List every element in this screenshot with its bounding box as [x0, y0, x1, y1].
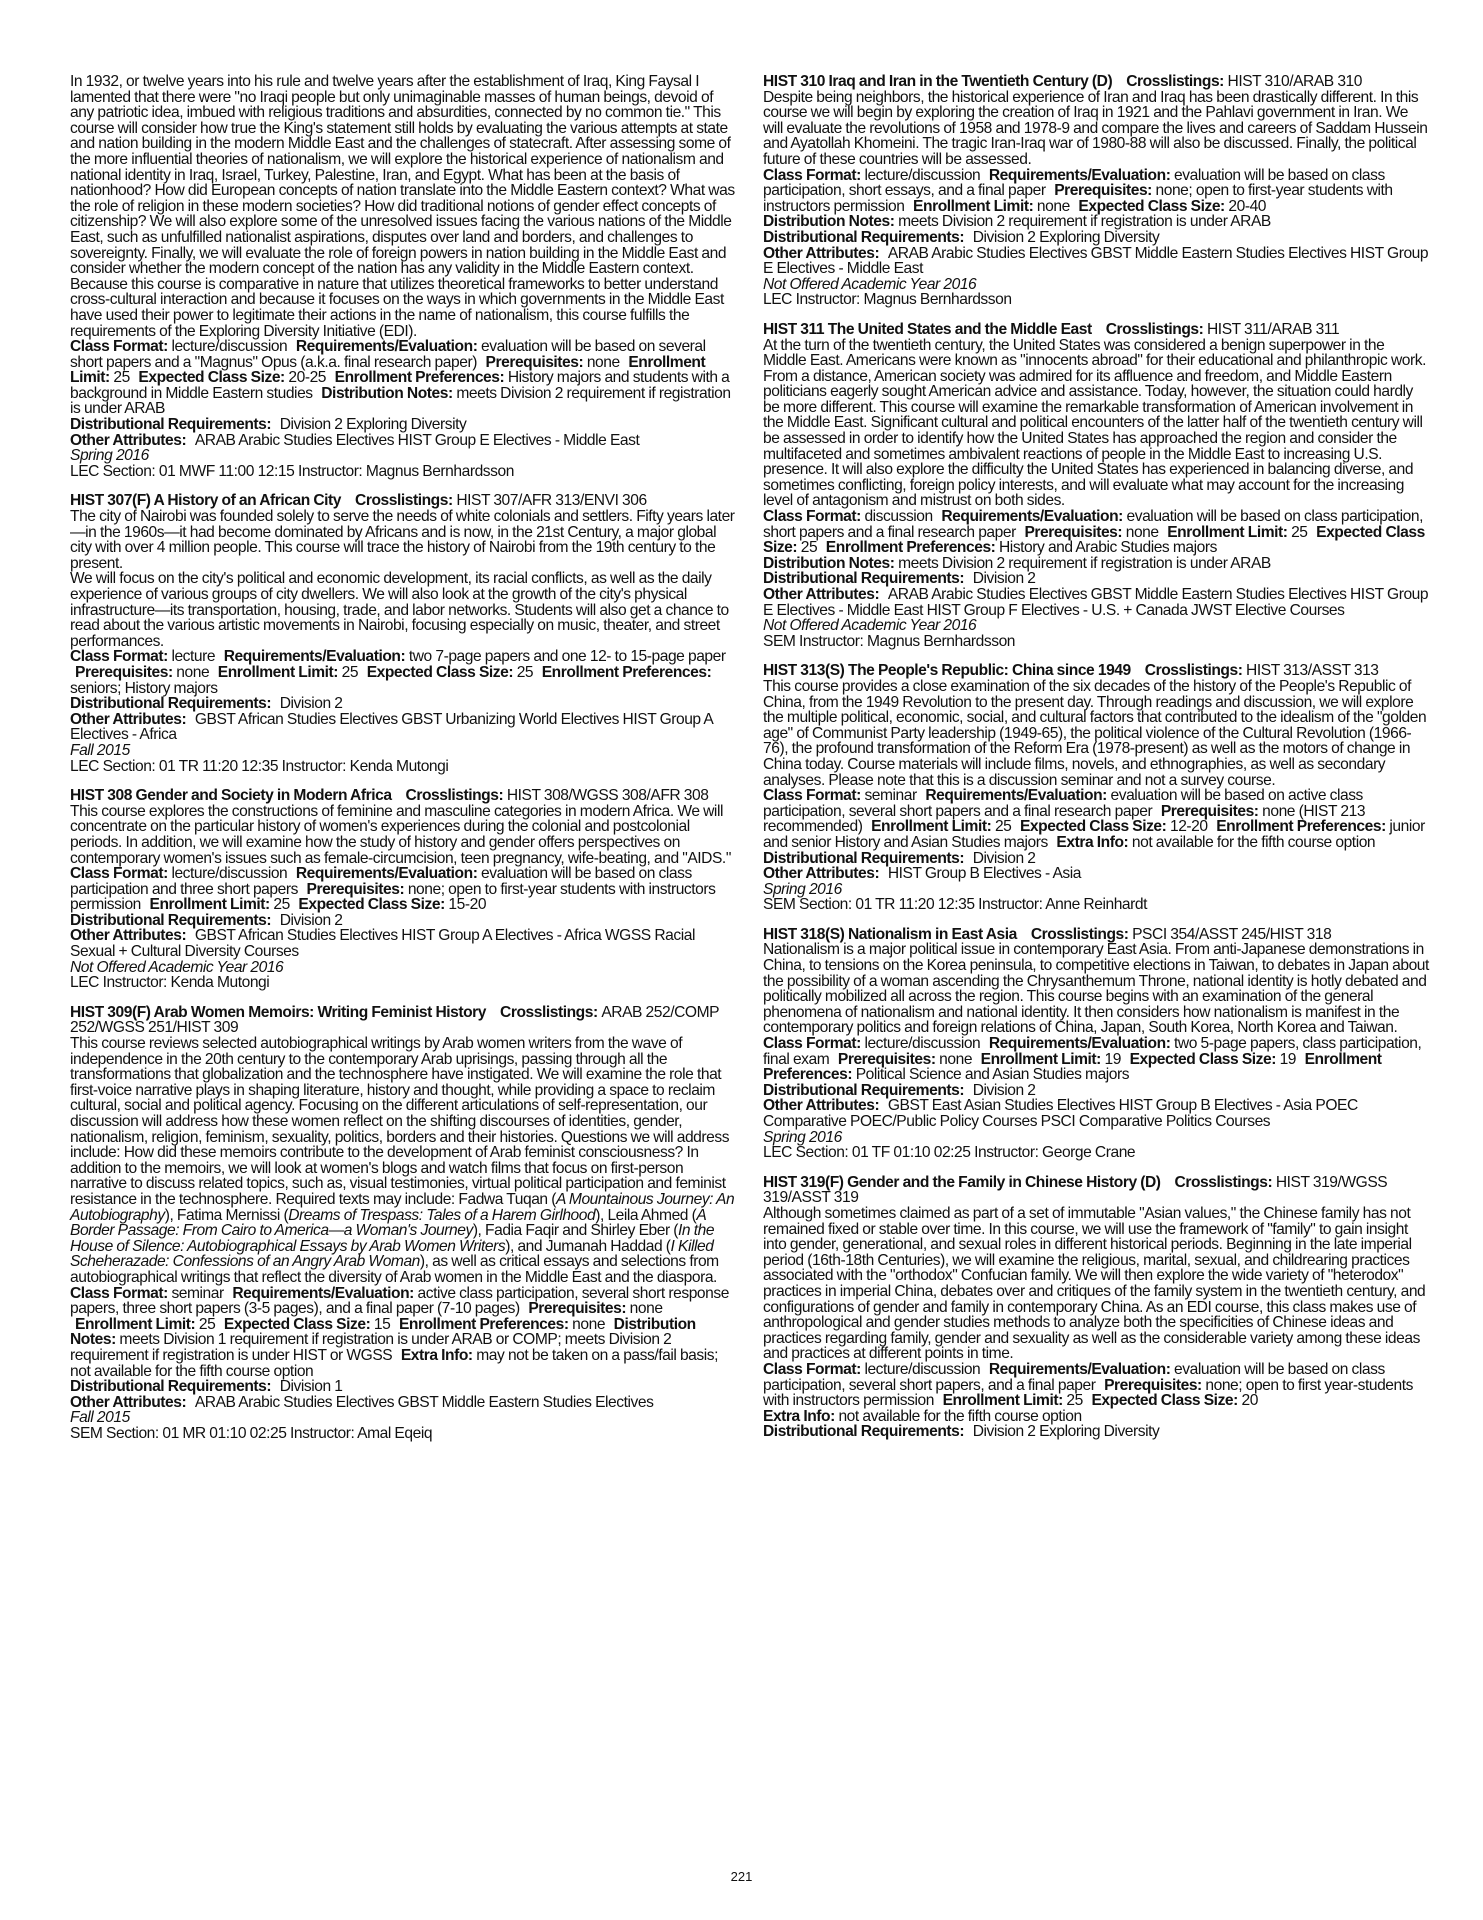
course-details	[763, 1036, 1431, 1083]
other-attributes	[763, 246, 1431, 277]
crosslistings-value: HIST 308/WGSS 308/AFR 308	[506, 787, 709, 805]
other-attributes-label: Other Attributes:	[70, 1393, 187, 1411]
book-title: Dreams of Trespass: Tales of a Harem Girlhood	[288, 1206, 596, 1224]
enrollment-limit-value: 25	[341, 663, 359, 681]
offering-term: Spring 2016	[763, 1128, 842, 1146]
enrollment-limit-label: Enrollment Limit:	[75, 1315, 196, 1333]
prerequisites-label: Prerequisites:	[528, 1300, 627, 1318]
course-heading	[70, 493, 738, 509]
distributional-reqs	[763, 1424, 1431, 1440]
class-format-value: lecture/discussion	[864, 1360, 981, 1378]
enrollment-limit-value: 25	[1066, 1392, 1083, 1410]
crosslistings-label: Crosslistings:	[1030, 925, 1129, 943]
offering-term: Fall 2015	[70, 741, 130, 759]
expected-size-label: Expected Class Size:	[366, 663, 514, 681]
desc-part: ), as well as critical essays and selections from autobiographical writings that reflect the diversity of Arab women in the Middle East and the diaspora.	[70, 1253, 719, 1286]
distributional-reqs	[763, 571, 1431, 587]
course-description: This course provides a close examination of the six decades of the history of the People's Republic of China, from the 1949 Revolution to the present day. Through readings and discussion, we will explore the multiple political, economic, social, and cultural factors that contributed to the idealism of the "golden age" of Communist Party leadership (1949-65), the political violence of the Cultural Revolution (1966-76), the profound transformation of the Reform Era (1978-present) as well as the motors of change in China today. Course materials will include films, novels, and ethnographies, as well as secondary analyses. Please note that this is a discussion seminar and not a survey course.	[763, 677, 1427, 789]
other-attributes-value: ARAB Arabic Studies Electives GBST Middle Eastern Studies Electives	[194, 1393, 654, 1411]
desc-part: This course reviews selected autobiographical writings by Arab women writers from the wave of independence in the 20th century to the contemporary Arab uprisings, passing through all the transformations that globalization and the technosphere have instigated. We will examine the role that first-voice narrative plays in shaping literature, history and thought, while providing a space to reclaim cultural, social and political agency. Focusing on the different articulations of self-representation, our discussion will address how these women reflect on the shifting discourses of identities, gender, nationalism, religion, feminism, sexuality, politics, borders and their histories. Questions we will address include: How did these memoirs contribute to the development of Arab feminist consciousness? In addition to the memoirs, we will look at women's blogs and watch films that focus on first-person narrative to discuss related topics, such as, visual testimonies, virtual political participation and feminist resistance in the technosphere. Required texts may include: Fadwa Tuqan (	[70, 1035, 730, 1208]
prerequisites-label: Prerequisites:	[306, 880, 405, 898]
crosslistings-value: PSCI 354/ASST 245/HIST 318	[1132, 925, 1332, 943]
distributional-reqs-value: Division 2 Exploring Diversity	[279, 416, 467, 434]
distributional-reqs-label: Distributional Requirements:	[763, 1081, 965, 1099]
enrollment-prefs-value: seniors; History majors	[70, 679, 218, 697]
requirements-value: evaluation will be based on class participation, several short papers, and a final paper	[763, 1360, 1385, 1394]
enrollment-limit-label: Enrollment Limit:	[913, 197, 1034, 215]
desc-part: ), Fadia Faqir and Shirley Eber (	[472, 1222, 679, 1240]
crosslistings-label: Crosslistings:	[500, 1003, 598, 1021]
distribution-notes-label: Distribution Notes:	[763, 554, 895, 572]
expected-size-value: 15	[373, 1315, 391, 1333]
distribution-notes	[763, 556, 1431, 572]
extra-info-value: not available for the fifth course option	[1131, 833, 1376, 851]
enrollment-prefs-label: Enrollment Preferences:	[334, 369, 505, 387]
distribution-notes-value: meets Division 2 requirement if registration is under ARAB	[898, 554, 1271, 572]
other-attributes-label: Other Attributes:	[70, 431, 187, 449]
course-hist-306-continued	[70, 74, 738, 479]
offering-term: Not Offered Academic Year 2016	[763, 275, 977, 293]
requirements-label: Requirements/Evaluation:	[223, 648, 406, 666]
desc-part: ), Fatima Mernissi (	[164, 1206, 289, 1224]
distribution-notes-value: meets Division 1 requirement if registration is under ARAB or COMP; meets Division 2 requirement if registration is under HIST or WGSS	[70, 1331, 672, 1364]
class-format-label: Class Format:	[70, 338, 168, 356]
offering-section: LEC Section: 01 TR 11:20 12:35 Instructor: Kenda Mutongi	[70, 757, 449, 775]
requirements-label: Requirements/Evaluation:	[232, 1284, 414, 1302]
prerequisites-value: none	[629, 1300, 663, 1318]
course-title: HIST 308 Gender and Society in Modern Africa	[70, 787, 392, 805]
class-format-label: Class Format:	[70, 865, 168, 883]
distributional-reqs-label: Distributional Requirements:	[70, 695, 272, 713]
course-hist-309	[70, 1005, 738, 1442]
requirements-label: Requirements/Evaluation:	[988, 166, 1171, 184]
distribution-notes	[763, 214, 1431, 230]
offering-section: SEM Section: 01 MR 01:10 02:25 Instructor: Amal Eqeiq	[70, 1424, 433, 1442]
distribution-notes-value: meets Division 2 requirement if registration is under ARAB	[898, 213, 1271, 231]
distributional-reqs	[763, 1083, 1431, 1099]
prerequisites-label: Prerequisites:	[75, 663, 173, 681]
book-title: I Killed Scheherazade: Confessions of an Angry Arab Woman	[70, 1237, 714, 1271]
book-title: In the House of Silence: Autobiographical Essays by Arab Women Writers	[70, 1222, 715, 1255]
distributional-reqs-label: Distributional Requirements:	[763, 570, 965, 588]
requirements-value: evaluation will be based on class participation, short papers and a final research paper	[763, 508, 1423, 541]
class-format-value: seminar	[171, 1284, 224, 1302]
course-hist-307	[70, 493, 738, 774]
requirements-value: evaluation will be based on class participation, short essays, and a final paper	[763, 166, 1385, 200]
enrollment-prefs-label: Enrollment Preferences:	[398, 1315, 569, 1333]
prerequisites-value: none (HIST 213 recommended)	[763, 802, 1366, 836]
distribution-notes-label: Distribution Notes:	[70, 1315, 696, 1349]
class-format-value: discussion	[864, 508, 933, 526]
expected-size-label: Expected Class Size:	[1078, 197, 1225, 215]
other-attributes-value: ARAB Arabic Studies Electives HIST Group E Electives - Middle East	[194, 431, 640, 449]
course-description: At the turn of the twentieth century, the United States was considered a benign superpower in the Middle East. Americans were known as "innocents abroad" for their educational and philanthropic work. From a distance, American society was admired for its affluence and freedom, and Middle Eastern politicians eagerly sought American advice and assistance. Today, however, the situation could hardly be more different. This course will examine the remarkable transformation of American involvement in the Middle East. Significant cultural and political encounters of the latter half of the twentieth century will be assessed in order to identify how the United States has approached the region and consider the multifaceted and sometimes ambivalent reactions of people in the Middle East to increasing U.S. presence. It will also explore the difficulty the United States has experienced in balancing diverse, and sometimes conflicting, foreign policy interests, and will evaluate what may account for the increasing level of antagonism and mistrust on both sides.	[763, 336, 1426, 510]
enrollment-limit-value: 25	[1291, 523, 1308, 541]
other-attributes	[70, 433, 738, 449]
prerequisites-value: none	[586, 353, 620, 371]
offering	[763, 277, 1431, 308]
distributional-reqs-label: Distributional Requirements:	[70, 911, 272, 929]
expected-size-label: Expected Class Size:	[298, 896, 445, 914]
offering-section: LEC Section: 01 TF 01:10 02:25 Instructor: George Crane	[763, 1144, 1136, 1162]
distributional-reqs-value: Division 2 Exploring Diversity	[972, 1423, 1160, 1441]
right-column	[763, 74, 1431, 1454]
offering-term: Spring 2016	[70, 447, 149, 465]
course-details	[763, 168, 1431, 215]
distributional-reqs-label: Distributional Requirements:	[763, 849, 965, 867]
enrollment-limit-label: Enrollment Limit:	[70, 353, 706, 387]
course-description: In 1932, or twelve years into his rule and twelve years after the establishment of Iraq, King Faysal I lamented that there were "no Iraqi people but only unimaginable masses of human beings, devoid of any patriotic idea, imbued with religious traditions and absurdities, connected by no common tie." This course will consider how true the King's statement still holds by evaluating the various attempts at state and nation building in the modern Middle East and the challenges of statecraft. After assessing some of the more influential theories of nationalism, we will explore the historical experience of nationalism and national identity in Iraq, Israel, Turkey, Palestine, Iran, and Egypt. What has been at the basis of nationhood? How did European concepts of nation translate into the Middle Eastern context? What was the role of religion in these modern societies? How did traditional notions of gender effect concepts of citizenship? We will also explore some of the unresolved issues facing the various nations of the Middle East, such as unfulfilled nationalist aspirations, disputes over land and borders, and challenges to sovereignty. Finally, we will evaluate the role of foreign powers in nation building in the Middle East and consider whether the modern concept of the nation has any validity in the Middle Eastern context. Because this course is comparative in nature that utilizes theoretical frameworks to better understand cross-cultural interaction and because it focuses on the ways in which governments in the Middle East have used their power to legitimate their actions in the name of nationalism, this course fulfills the requirements of the Exploring Diversity Initiative (EDI).	[70, 73, 735, 340]
course-hist-318	[763, 927, 1431, 1161]
enrollment-limit-label: Enrollment Limit:	[942, 1392, 1063, 1410]
desc-part: ), and Jumanah Haddad (	[505, 1237, 671, 1255]
other-attributes-value: ARAB Arabic Studies Electives GBST Middle Eastern Studies Electives HIST Group E Electives - Middle East	[763, 244, 1429, 278]
requirements-value: evaluation will be based on several short papers and a "Magnus" Opus (a.k.a. final research paper)	[70, 338, 706, 371]
requirements-value: evaluation will be based on class participation and three short papers	[70, 865, 692, 898]
offering-section: LEC Section: 01 MWF 11:00 12:15 Instructor: Magnus Bernhardsson	[70, 462, 514, 480]
crosslistings-value: HIST 310/ARAB 310	[1227, 73, 1363, 90]
course-details	[763, 788, 1431, 850]
other-attributes-label: Other Attributes:	[763, 865, 880, 883]
course-heading	[763, 322, 1431, 338]
other-attributes-label: Other Attributes:	[70, 710, 187, 728]
offering	[70, 448, 738, 479]
course-details	[763, 509, 1431, 556]
class-format-label: Class Format:	[763, 1035, 861, 1053]
prerequisites-label: Prerequisites:	[1024, 523, 1123, 541]
requirements-label: Requirements/Evaluation:	[295, 338, 478, 356]
prerequisites-label: Prerequisites:	[837, 1050, 936, 1068]
enrollment-prefs-value: History and Arabic Studies majors	[999, 539, 1217, 557]
course-description: This course explores the constructions of feminine and masculine categories in modern Africa. We will concentrate on the particular history of women's experiences during the colonial and postcolonial periods. In addition, we will examine how the study of history and gender offers perspectives on contemporary women's issues such as female-circumcision, teen pregnancy, wife-beating, and "AIDS."	[70, 802, 731, 867]
course-details	[70, 866, 738, 913]
course-description: The city of Nairobi was founded solely to serve the needs of white colonials and settlers. Fifty years later—in the 1960s—it had become dominated by Africans and is now, in the 21st Century, a major global city with over 4 million people. This course will trace the history of Nairobi from the 19th century to the present.	[70, 508, 735, 572]
distributional-reqs-value: Division 2	[972, 570, 1036, 588]
expected-size-value: 19	[1279, 1050, 1297, 1068]
enrollment-limit-value: 25	[113, 369, 130, 387]
other-attributes	[70, 928, 738, 959]
class-format-value: lecture/discussion	[171, 865, 288, 883]
course-details	[70, 339, 738, 417]
offering	[70, 1410, 738, 1441]
other-attributes-value: GBST African Studies Electives GBST Urbanizing World Electives HIST Group A Electives - Africa	[70, 710, 713, 744]
requirements-label: Requirements/Evaluation:	[295, 865, 478, 883]
prerequisites-value: none	[1125, 523, 1159, 541]
enrollment-limit-label: Enrollment Limit:	[217, 663, 339, 681]
enrollment-limit-value: 25	[198, 1315, 216, 1333]
prerequisites-label: Prerequisites:	[1104, 1376, 1202, 1394]
distributional-reqs-value: Division 2 Exploring Diversity	[972, 228, 1160, 246]
class-format-label: Class Format:	[763, 508, 861, 526]
extra-info-label: Extra Info:	[763, 1407, 835, 1425]
prerequisites-label: Prerequisites:	[1160, 802, 1259, 820]
other-attributes-value: HIST Group B Electives - Asia	[887, 865, 1081, 883]
crosslistings-label: Crosslistings:	[1105, 320, 1204, 338]
course-heading	[763, 1175, 1431, 1206]
expected-size-value: 20-40	[1228, 197, 1267, 215]
crosslistings-value: HIST 319/WGSS 319/ASST 319	[763, 1173, 1388, 1207]
course-details	[70, 649, 738, 696]
offering-section: LEC Instructor: Magnus Bernhardsson	[763, 291, 1012, 309]
extra-info-label: Extra Info:	[1056, 833, 1129, 851]
distributional-reqs-value: Division 2	[279, 695, 343, 713]
course-description: Despite being neighbors, the historical experience of Iran and Iraq has been drastically different. In this course we will begin by exploring the creation of Iraq in 1921 and the Pahlavi government in Iran. We will evaluate the revolutions of 1958 and 1978-9 and compare the lives and careers of Saddam Hussein and Ayatollah Khomeini. The tragic Iran-Iraq war of 1980-88 will also be discussed. Finally, the political future of these countries will be assessed.	[763, 88, 1428, 168]
class-format-value: lecture/discussion	[864, 166, 981, 184]
offering-term: Fall 2015	[70, 1409, 130, 1427]
other-attributes-value: GBST East Asian Studies Electives HIST Group B Electives - Asia POEC Comparative POEC/Public Policy Courses PSCI Comparative Politics Courses	[763, 1097, 1358, 1130]
expected-size-value: 25	[516, 663, 534, 681]
course-hist-319	[763, 1175, 1431, 1440]
distribution-notes-value: meets Division 2 requirement if registration is under ARAB	[70, 384, 731, 418]
other-attributes	[763, 587, 1431, 618]
enrollment-limit-value: 25	[273, 896, 290, 914]
offering-section: LEC Instructor: Kenda Mutongi	[70, 974, 270, 992]
offering-term: Not Offered Academic Year 2016	[70, 958, 284, 976]
course-title: HIST 307(F) A History of an African City	[70, 492, 342, 510]
extra-info-value: may not be taken on a pass/fail basis; not available for the fifth course option	[70, 1346, 718, 1380]
other-attributes-value: ARAB Arabic Studies Electives GBST Middle Eastern Studies Electives HIST Group E Electives - Middle East HIST Group F Electives - U.S. + Canada JWST Elective Courses	[763, 586, 1429, 619]
offering	[70, 960, 738, 991]
course-title: HIST 309(F) Arab Women Memoirs: Writing Feminist History	[70, 1003, 487, 1021]
prerequisites-label: Prerequisites:	[1054, 182, 1152, 200]
distributional-reqs-label: Distributional Requirements:	[70, 416, 272, 434]
distributional-reqs-value: Division 2	[972, 1081, 1036, 1099]
other-attributes-value: GBST African Studies Electives HIST Group A Electives - Africa WGSS Racial Sexual + Cultural Diversity Courses	[70, 927, 695, 961]
distribution-notes-label: Distribution Notes:	[321, 384, 453, 402]
enrollment-prefs-label: Enrollment Preferences:	[825, 539, 996, 557]
distributional-reqs-value: Division 2	[279, 911, 343, 929]
course-title: HIST 319(F) Gender and the Family in Chinese History (D)	[763, 1173, 1161, 1191]
course-title: HIST 310 Iraq and Iran in the Twentieth Century (D)	[763, 73, 1113, 90]
book-title: A Mountainous Journey: An Autobiography	[70, 1190, 735, 1224]
course-description	[70, 1036, 738, 1286]
other-attributes-label: Other Attributes:	[763, 1097, 880, 1115]
other-attributes-label: Other Attributes:	[763, 244, 880, 262]
enrollment-limit-label: Enrollment Limit:	[980, 1050, 1101, 1068]
prerequisites-value: none; open to first-year students with instructors permission	[70, 880, 716, 914]
expected-size-value: 20-25	[288, 369, 327, 387]
crosslistings-label: Crosslistings:	[1174, 1173, 1273, 1191]
crosslistings-value: HIST 313/ASST 313	[1246, 662, 1379, 680]
course-description: Although sometimes claimed as part of a set of immutable "Asian values," the Chinese family has not remained fixed or stable over time. In this course, we will use the framework of "family" to gain insight into gender, generational, and sexual roles in different historical periods. Beginning in the late imperial period (16th-18th Centuries), we will examine the religious, marital, sexual, and childrearing practices associated with the "orthodox" Confucian family. We will then explore the wide variety of "heterodox" practices in imperial China, debates over and critiques of the family system in the twentieth century, and configurations of gender and family in contemporary China. As an EDI course, this class makes use of anthropological and gender studies methods to analyze both the specificities of Chinese ideas and practices regarding family, gender and sexuality as well as the considerable variety among these ideas and practices at different points in time.	[763, 1204, 1426, 1363]
expected-size-label: Expected Class Size:	[1129, 1050, 1276, 1068]
distribution-notes-label: Distribution Notes:	[763, 213, 895, 231]
enrollment-prefs-value: History majors and students with a background in Middle Eastern studies	[70, 369, 730, 402]
prerequisites-value: none	[939, 1050, 973, 1068]
course-hist-310	[763, 74, 1431, 308]
expected-size-label: Expected Class Size:	[763, 523, 1425, 557]
enrollment-prefs-label: Enrollment Preferences:	[1216, 818, 1386, 836]
distributional-reqs-value: Division 2	[972, 849, 1036, 867]
enrollment-limit-value: none	[1036, 197, 1070, 215]
offering	[763, 618, 1431, 649]
requirements-value: two 7-page papers and one 12- to 15-page paper	[408, 648, 726, 666]
offering-term: Spring 2016	[763, 880, 842, 898]
expected-size-value: 20	[1241, 1392, 1258, 1410]
crosslistings-label: Crosslistings:	[405, 787, 504, 805]
offering-section: SEM Section: 01 TR 11:20 12:35 Instructor: Anne Reinhardt	[763, 896, 1147, 914]
class-format-label: Class Format:	[763, 1360, 861, 1378]
course-description: Nationalism is a major political issue in contemporary East Asia. From anti-Japanese demonstrations in China, to tensions on the Korea peninsula, to competitive elections in Taiwan, to debates in Japan about the possibility of a woman ascending the Chrysanthemum Throne, national identity is hotly debated and politically mobilized all across the region. This course begins with an examination of the general phenomena of nationalism and national identity. It then considers how nationalism is manifest in the contemporary politics and foreign relations of China, Japan, South Korea, North Korea and Taiwan.	[763, 941, 1429, 1037]
enrollment-limit-value: 19	[1104, 1050, 1121, 1068]
other-attributes	[763, 1098, 1431, 1129]
course-details	[763, 1362, 1431, 1409]
class-format-label: Class Format:	[763, 166, 861, 184]
distributional-reqs	[763, 851, 1431, 867]
distributional-reqs-label: Distributional Requirements:	[763, 228, 965, 246]
offering-section: SEM Instructor: Magnus Bernhardsson	[763, 632, 1016, 650]
offering	[763, 882, 1431, 913]
course-heading	[70, 1005, 738, 1036]
requirements-value: active class participation, several short response papers, three short papers (3-5 pages), and a final paper (7-10 pages)	[70, 1284, 729, 1318]
prerequisites-value: none; open to first year-students with instructors permission	[763, 1376, 1413, 1410]
crosslistings-value: ARAB 252/COMP 252/WGSS 251/HIST 309	[70, 1003, 719, 1037]
expected-size-label: Expected Class Size:	[223, 1315, 371, 1333]
class-format-value: seminar	[864, 787, 917, 805]
distributional-reqs	[70, 417, 738, 433]
desc-part: ), Leila Ahmed (	[595, 1206, 697, 1224]
distributional-reqs-label: Distributional Requirements:	[70, 1378, 272, 1396]
extra-info	[763, 1409, 1431, 1425]
enrollment-prefs-label: Enrollment Preferences:	[763, 1050, 1382, 1084]
left-column	[70, 74, 738, 1455]
requirements-label: Requirements/Evaluation:	[988, 1035, 1171, 1053]
enrollment-prefs-value: Political Science and Asian Studies majors	[855, 1066, 1130, 1084]
crosslistings-value: HIST 307/AFR 313/ENVI 306	[456, 492, 647, 510]
course-title: HIST 318(S) Nationalism in East Asia	[763, 925, 1017, 943]
enrollment-limit-label: Enrollment Limit:	[1167, 523, 1288, 541]
book-title: A Border Passage: From Cairo to America—a Woman's Journey	[70, 1206, 706, 1240]
requirements-label: Requirements/Evaluation:	[988, 1360, 1171, 1378]
expected-size-value: 12-20	[1169, 818, 1208, 836]
extra-info-value: not available for the fifth course option	[838, 1407, 1082, 1425]
expected-size-value: 25	[800, 539, 818, 557]
requirements-label: Requirements/Evaluation:	[941, 508, 1123, 526]
course-hist-313	[763, 663, 1431, 913]
distributional-reqs	[70, 696, 738, 712]
enrollment-prefs-value: junior and senior History and Asian Studies majors	[763, 818, 1425, 851]
distributional-reqs-label: Distributional Requirements:	[763, 1423, 965, 1441]
course-heading	[763, 663, 1431, 679]
prerequisites-value: none; open to first-year students with instructors permission	[763, 182, 1393, 215]
distributional-reqs-value: Division 1	[279, 1378, 343, 1396]
page-number: 221	[730, 1869, 753, 1884]
course-description-2: We will focus on the city's political and economic development, its racial conflicts, as well as the daily experience of various groups of city dwellers. We will also look at the growth of the city's physical infrastructure—its transportation, housing, trade, and labor networks. Students will also get a chance to read about the various artistic movements in Nairobi, focusing especially on music, theater, and street performances.	[70, 570, 729, 650]
expected-size-label: Expected Class Size:	[138, 369, 285, 387]
course-heading	[70, 788, 738, 804]
course-hist-308	[70, 788, 738, 991]
distributional-reqs	[70, 913, 738, 929]
other-attributes	[763, 866, 1431, 882]
distributional-reqs	[70, 1379, 738, 1395]
extra-info-label: Extra Info:	[400, 1346, 473, 1364]
class-format-value: lecture	[171, 648, 216, 666]
requirements-value: two 5-page papers, class participation, final exam	[763, 1035, 1422, 1068]
course-hist-311	[763, 322, 1431, 649]
class-format-label: Class Format:	[70, 648, 168, 666]
expected-size-value: 15-20	[448, 896, 487, 914]
offering-term: Not Offered Academic Year 2016	[763, 617, 977, 635]
course-title: HIST 311 The United States and the Middle East	[763, 320, 1092, 338]
other-attributes	[70, 712, 738, 743]
other-attributes	[70, 1395, 738, 1411]
enrollment-prefs-label: Enrollment Preferences:	[541, 663, 712, 681]
class-format-value: lecture/discussion	[864, 1035, 981, 1053]
enrollment-prefs-value: none	[572, 1315, 606, 1333]
crosslistings-label: Crosslistings:	[355, 492, 453, 510]
enrollment-limit-label: Enrollment Limit:	[871, 818, 992, 836]
requirements-label: Requirements/Evaluation:	[925, 787, 1107, 805]
prerequisites-label: Prerequisites:	[485, 353, 584, 371]
course-heading	[763, 927, 1431, 943]
other-attributes-label: Other Attributes:	[763, 586, 880, 603]
crosslistings-label: Crosslistings:	[1126, 73, 1224, 90]
class-format-value: lecture/discussion	[171, 338, 288, 356]
requirements-value: evaluation will be based on active class participation, several short papers and a final research paper	[763, 787, 1363, 820]
crosslistings-value: HIST 311/ARAB 311	[1207, 320, 1340, 338]
class-format-label: Class Format:	[763, 787, 861, 805]
offering	[70, 743, 738, 774]
prerequisites-value: none	[176, 663, 210, 681]
expected-size-label: Expected Class Size:	[1091, 1392, 1238, 1410]
enrollment-limit-value: 25	[994, 818, 1012, 836]
course-title: HIST 313(S) The People's Republic: China since 1949	[763, 662, 1131, 680]
distributional-reqs	[763, 230, 1431, 246]
course-details	[70, 1286, 738, 1380]
course-heading	[763, 74, 1431, 90]
expected-size-label: Expected Class Size:	[1019, 818, 1167, 836]
crosslistings-label: Crosslistings:	[1144, 662, 1243, 680]
class-format-label: Class Format:	[70, 1284, 168, 1302]
enrollment-limit-label: Enrollment Limit:	[149, 896, 270, 914]
other-attributes-label: Other Attributes:	[70, 927, 187, 945]
offering	[763, 1130, 1431, 1161]
